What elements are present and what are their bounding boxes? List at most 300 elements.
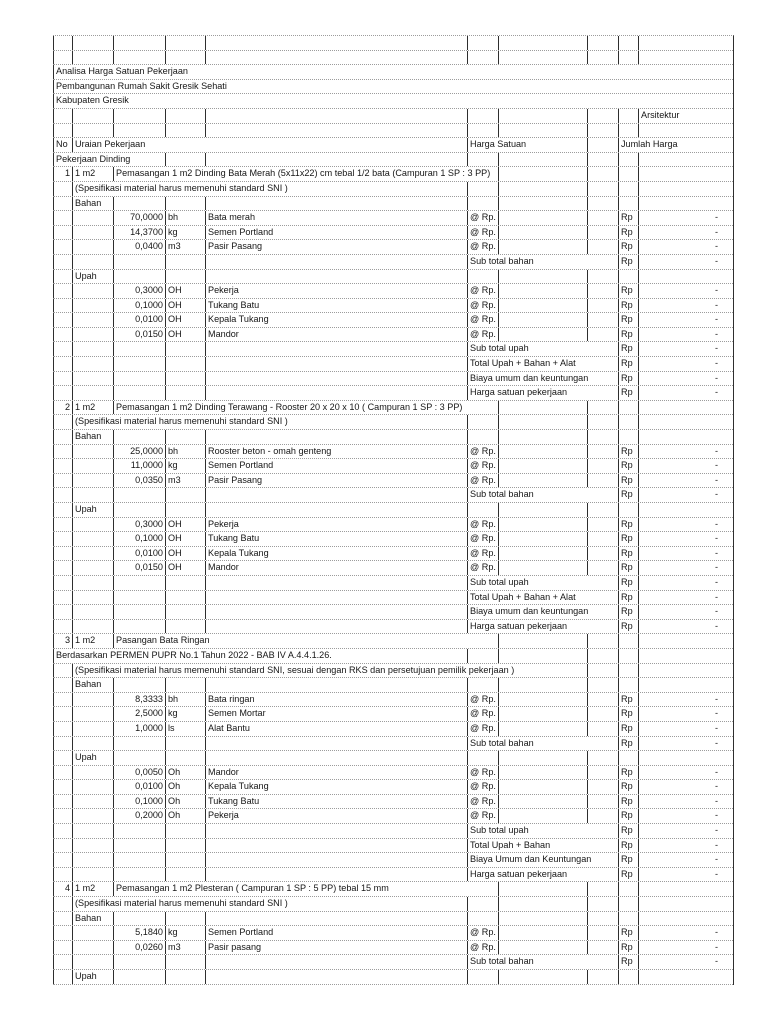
empty-cell <box>53 941 72 955</box>
resource-name: Pekerja <box>205 518 467 532</box>
empty-cell <box>638 124 733 138</box>
empty-cell <box>53 737 72 751</box>
empty-cell <box>53 707 72 721</box>
unit: kg <box>165 707 205 721</box>
resource-name: Alat Bantu <box>205 722 467 736</box>
empty-cell <box>205 503 467 517</box>
empty-cell <box>53 211 72 225</box>
empty-cell <box>498 897 587 911</box>
labor-label: Upah <box>72 970 113 984</box>
coefficient: 0,0350 <box>113 474 165 488</box>
unit: OH <box>165 561 205 575</box>
resource-name: Mandor <box>205 766 467 780</box>
empty-cell <box>205 737 467 751</box>
empty-cell <box>587 153 618 167</box>
empty-cell <box>165 372 205 386</box>
empty-cell <box>72 518 113 532</box>
currency: Rp <box>618 824 638 838</box>
work-item-row <box>53 634 733 649</box>
currency: Rp <box>618 386 638 400</box>
empty-cell <box>72 255 113 269</box>
empty-cell <box>165 36 205 50</box>
empty-cell <box>587 182 618 196</box>
empty-cell <box>618 751 638 765</box>
subtotal-label: Sub total bahan <box>467 255 618 269</box>
currency: Rp <box>618 620 638 634</box>
resource-name: Semen Portland <box>205 459 467 473</box>
resource-name: Semen Portland <box>205 926 467 940</box>
amount: - <box>638 941 733 955</box>
labor-row <box>53 518 733 533</box>
labor-label: Upah <box>72 751 113 765</box>
empty-cell <box>53 313 72 327</box>
empty-cell <box>498 678 587 692</box>
empty-cell <box>165 853 205 867</box>
currency: Rp <box>618 839 638 853</box>
total-row <box>53 824 733 839</box>
empty-cell <box>205 270 467 284</box>
currency: Rp <box>618 941 638 955</box>
empty-cell <box>53 284 72 298</box>
unit-price: @ Rp. <box>467 532 498 546</box>
amount: - <box>638 809 733 823</box>
amount: - <box>638 357 733 371</box>
amount: - <box>638 445 733 459</box>
empty-cell <box>72 620 113 634</box>
amount: - <box>638 386 733 400</box>
empty-cell <box>498 240 587 254</box>
empty-cell <box>53 547 72 561</box>
subtotal-label: Biaya umum dan keuntungan <box>467 372 618 386</box>
empty-cell <box>165 386 205 400</box>
empty-cell <box>498 707 587 721</box>
material-row <box>53 226 733 241</box>
unit-price: @ Rp. <box>467 313 498 327</box>
empty-cell <box>53 488 72 502</box>
subtotal-label: Biaya umum dan keuntungan <box>467 605 618 619</box>
resource-name: Semen Portland <box>205 226 467 240</box>
empty-cell <box>498 270 587 284</box>
item-spec: (Spesifikasi material harus memenuhi standard SNI ) <box>72 897 467 911</box>
currency: Rp <box>618 532 638 546</box>
empty-cell <box>72 766 113 780</box>
empty-cell <box>205 824 467 838</box>
total-row <box>53 591 733 606</box>
empty-cell <box>498 634 587 648</box>
empty-cell <box>587 561 618 575</box>
empty-cell <box>72 737 113 751</box>
currency: Rp <box>618 518 638 532</box>
empty-cell <box>498 211 587 225</box>
project-name: Pembangunan Rumah Sakit Gresik Sehati <box>53 80 733 94</box>
empty-cell <box>72 240 113 254</box>
unit: Oh <box>165 809 205 823</box>
empty-cell <box>53 839 72 853</box>
empty-cell <box>53 751 72 765</box>
subtotal-label: Sub total upah <box>467 824 618 838</box>
empty-cell <box>618 912 638 926</box>
empty-cell <box>72 868 113 882</box>
item-number: 3 <box>53 634 72 648</box>
empty-cell <box>53 226 72 240</box>
materials-label: Bahan <box>72 912 113 926</box>
subtotal-label: Harga satuan pekerjaan <box>467 620 618 634</box>
empty-cell <box>53 459 72 473</box>
empty-cell <box>165 124 205 138</box>
empty-cell <box>72 459 113 473</box>
currency: Rp <box>618 576 638 590</box>
empty-cell <box>467 415 498 429</box>
empty-cell <box>498 226 587 240</box>
resource-name: Pasir Pasang <box>205 240 467 254</box>
coefficient: 25,0000 <box>113 445 165 459</box>
unit-price: @ Rp. <box>467 693 498 707</box>
amount: - <box>638 488 733 502</box>
empty-cell <box>113 430 165 444</box>
empty-cell <box>53 620 72 634</box>
section-label-row <box>53 270 733 285</box>
empty-cell <box>53 912 72 926</box>
empty-cell <box>113 853 165 867</box>
empty-cell <box>72 693 113 707</box>
empty-cell <box>638 897 733 911</box>
labor-row <box>53 795 733 810</box>
empty-cell <box>53 678 72 692</box>
empty-cell <box>587 897 618 911</box>
coefficient: 70,0000 <box>113 211 165 225</box>
empty-cell <box>587 299 618 313</box>
total-row <box>53 372 733 387</box>
total-row <box>53 576 733 591</box>
amount: - <box>638 547 733 561</box>
empty-cell <box>53 897 72 911</box>
empty-cell <box>72 328 113 342</box>
empty-cell <box>618 415 638 429</box>
empty-cell <box>72 36 113 50</box>
empty-cell <box>53 430 72 444</box>
materials-subtotal-row <box>53 955 733 970</box>
item-number: 2 <box>53 401 72 415</box>
currency: Rp <box>618 474 638 488</box>
unit-price: @ Rp. <box>467 926 498 940</box>
empty-cell <box>467 197 498 211</box>
subtotal-label: Biaya Umum dan Keuntungan <box>467 853 618 867</box>
unit-price: @ Rp. <box>467 707 498 721</box>
empty-cell <box>53 518 72 532</box>
empty-cell <box>53 722 72 736</box>
empty-cell <box>72 51 113 65</box>
empty-cell <box>113 955 165 969</box>
empty-cell <box>498 109 587 123</box>
resource-name: Pekerja <box>205 284 467 298</box>
subtotal-label: Total Upah + Bahan + Alat <box>467 357 618 371</box>
labor-row <box>53 780 733 795</box>
material-row <box>53 211 733 226</box>
item-spec: (Spesifikasi material harus memenuhi standard SNI ) <box>72 415 467 429</box>
empty-cell <box>638 197 733 211</box>
coefficient: 8,3333 <box>113 693 165 707</box>
amount: - <box>638 853 733 867</box>
unit-price: @ Rp. <box>467 561 498 575</box>
empty-cell <box>467 751 498 765</box>
unit: kg <box>165 459 205 473</box>
empty-cell <box>165 620 205 634</box>
total-row <box>53 357 733 372</box>
labor-row <box>53 284 733 299</box>
empty-cell <box>205 853 467 867</box>
empty-cell <box>587 124 618 138</box>
empty-cell <box>618 153 638 167</box>
subtotal-label: Sub total upah <box>467 576 618 590</box>
empty-cell <box>618 970 638 984</box>
empty-cell <box>165 270 205 284</box>
empty-cell <box>165 605 205 619</box>
empty-cell <box>72 824 113 838</box>
resource-name: Tukang Batu <box>205 795 467 809</box>
empty-cell <box>113 737 165 751</box>
amount: - <box>638 707 733 721</box>
currency: Rp <box>618 926 638 940</box>
empty-cell <box>618 270 638 284</box>
empty-cell <box>587 36 618 50</box>
empty-cell <box>165 591 205 605</box>
empty-cell <box>72 839 113 853</box>
empty-cell <box>205 955 467 969</box>
project-row <box>53 80 733 95</box>
empty-cell <box>498 766 587 780</box>
unit: ls <box>165 722 205 736</box>
total-row <box>53 868 733 883</box>
empty-cell <box>587 634 618 648</box>
resource-name: Mandor <box>205 561 467 575</box>
header-description: Uraian Pekerjaan <box>72 138 467 152</box>
amount: - <box>638 342 733 356</box>
empty-cell <box>587 415 618 429</box>
empty-cell <box>618 124 638 138</box>
coefficient: 0,0260 <box>113 941 165 955</box>
empty-cell <box>113 912 165 926</box>
currency: Rp <box>618 255 638 269</box>
empty-cell <box>72 795 113 809</box>
currency: Rp <box>618 853 638 867</box>
coefficient: 0,3000 <box>113 518 165 532</box>
section-label-row <box>53 751 733 766</box>
amount: - <box>638 591 733 605</box>
empty-cell <box>587 430 618 444</box>
currency: Rp <box>618 226 638 240</box>
empty-cell <box>498 36 587 50</box>
empty-cell <box>587 328 618 342</box>
currency: Rp <box>618 868 638 882</box>
subtotal-label: Harga satuan pekerjaan <box>467 386 618 400</box>
empty-cell <box>165 51 205 65</box>
total-row <box>53 620 733 635</box>
empty-cell <box>72 109 113 123</box>
blank-row <box>53 51 733 66</box>
empty-cell <box>587 795 618 809</box>
empty-cell <box>72 955 113 969</box>
coefficient: 0,2000 <box>113 809 165 823</box>
coefficient: 0,0150 <box>113 561 165 575</box>
empty-cell <box>205 751 467 765</box>
amount: - <box>638 839 733 853</box>
empty-cell <box>113 751 165 765</box>
item-number: 1 <box>53 167 72 181</box>
empty-cell <box>498 459 587 473</box>
unit-price: @ Rp. <box>467 211 498 225</box>
empty-cell <box>587 226 618 240</box>
empty-cell <box>72 226 113 240</box>
empty-cell <box>638 664 733 678</box>
resource-name: Tukang Batu <box>205 532 467 546</box>
unit-price: @ Rp. <box>467 547 498 561</box>
total-row <box>53 342 733 357</box>
labor-label: Upah <box>72 503 113 517</box>
unit: kg <box>165 926 205 940</box>
currency: Rp <box>618 737 638 751</box>
coefficient: 1,0000 <box>113 722 165 736</box>
empty-cell <box>165 824 205 838</box>
empty-cell <box>498 780 587 794</box>
coefficient: 0,1000 <box>113 795 165 809</box>
amount: - <box>638 926 733 940</box>
empty-cell <box>638 36 733 50</box>
empty-cell <box>72 211 113 225</box>
section-label-row <box>53 197 733 212</box>
material-row <box>53 240 733 255</box>
empty-cell <box>638 270 733 284</box>
empty-cell <box>467 124 498 138</box>
empty-cell <box>498 197 587 211</box>
currency: Rp <box>618 561 638 575</box>
labor-row <box>53 766 733 781</box>
empty-cell <box>72 386 113 400</box>
empty-cell <box>498 153 587 167</box>
empty-cell <box>72 547 113 561</box>
currency: Rp <box>618 459 638 473</box>
empty-cell <box>205 912 467 926</box>
currency: Rp <box>618 547 638 561</box>
empty-cell <box>165 255 205 269</box>
amount: - <box>638 240 733 254</box>
empty-cell <box>72 299 113 313</box>
unit: Oh <box>165 795 205 809</box>
empty-cell <box>205 678 467 692</box>
empty-cell <box>205 342 467 356</box>
document-title: Analisa Harga Satuan Pekerjaan <box>53 65 733 79</box>
empty-cell <box>53 240 72 254</box>
empty-cell <box>113 255 165 269</box>
currency: Rp <box>618 445 638 459</box>
empty-cell <box>618 503 638 517</box>
resource-name: Bata ringan <box>205 693 467 707</box>
unit-price: @ Rp. <box>467 459 498 473</box>
total-row <box>53 605 733 620</box>
coefficient: 0,0100 <box>113 547 165 561</box>
subtotal-label: Total Upah + Bahan + Alat <box>467 591 618 605</box>
empty-cell <box>72 357 113 371</box>
spec-row <box>53 415 733 430</box>
amount: - <box>638 226 733 240</box>
empty-cell <box>72 591 113 605</box>
coefficient: 11,0000 <box>113 459 165 473</box>
empty-cell <box>165 839 205 853</box>
currency: Rp <box>618 211 638 225</box>
empty-cell <box>72 707 113 721</box>
empty-cell <box>53 926 72 940</box>
empty-cell <box>498 474 587 488</box>
empty-cell <box>498 809 587 823</box>
empty-cell <box>205 970 467 984</box>
section-label-row <box>53 678 733 693</box>
empty-cell <box>618 678 638 692</box>
currency: Rp <box>618 707 638 721</box>
empty-cell <box>467 109 498 123</box>
empty-cell <box>72 926 113 940</box>
empty-cell <box>113 970 165 984</box>
empty-cell <box>587 211 618 225</box>
unit: m3 <box>165 474 205 488</box>
material-row <box>53 707 733 722</box>
empty-cell <box>498 313 587 327</box>
coefficient: 0,0400 <box>113 240 165 254</box>
resource-name: Pasir Pasang <box>205 474 467 488</box>
resource-name: Mandor <box>205 328 467 342</box>
resource-name: Tukang Batu <box>205 299 467 313</box>
empty-cell <box>113 488 165 502</box>
empty-cell <box>587 926 618 940</box>
section-label-row <box>53 912 733 927</box>
material-row <box>53 459 733 474</box>
currency: Rp <box>618 955 638 969</box>
spec-row <box>53 897 733 912</box>
item-unit: 1 m2 <box>72 882 113 896</box>
resource-name: Kepala Tukang <box>205 313 467 327</box>
empty-cell <box>618 882 638 896</box>
unit: OH <box>165 547 205 561</box>
empty-cell <box>498 284 587 298</box>
empty-cell <box>587 664 618 678</box>
unit: m3 <box>165 240 205 254</box>
amount: - <box>638 313 733 327</box>
empty-cell <box>618 664 638 678</box>
unit-price: @ Rp. <box>467 809 498 823</box>
empty-cell <box>498 415 587 429</box>
empty-cell <box>205 620 467 634</box>
item-unit: 1 m2 <box>72 401 113 415</box>
empty-cell <box>638 167 733 181</box>
unit-price: @ Rp. <box>467 518 498 532</box>
coefficient: 0,1000 <box>113 532 165 546</box>
empty-cell <box>113 36 165 50</box>
resource-name: Semen Mortar <box>205 707 467 721</box>
empty-cell <box>638 634 733 648</box>
labor-label: Upah <box>72 270 113 284</box>
blank-row <box>53 124 733 139</box>
empty-cell <box>53 474 72 488</box>
empty-cell <box>53 299 72 313</box>
empty-cell <box>165 357 205 371</box>
unit-price: @ Rp. <box>467 240 498 254</box>
unit-price: @ Rp. <box>467 474 498 488</box>
empty-cell <box>53 561 72 575</box>
empty-cell <box>467 270 498 284</box>
header-unit-price: Harga Satuan <box>467 138 587 152</box>
unit: bh <box>165 211 205 225</box>
total-row <box>53 853 733 868</box>
amount: - <box>638 284 733 298</box>
empty-cell <box>205 51 467 65</box>
